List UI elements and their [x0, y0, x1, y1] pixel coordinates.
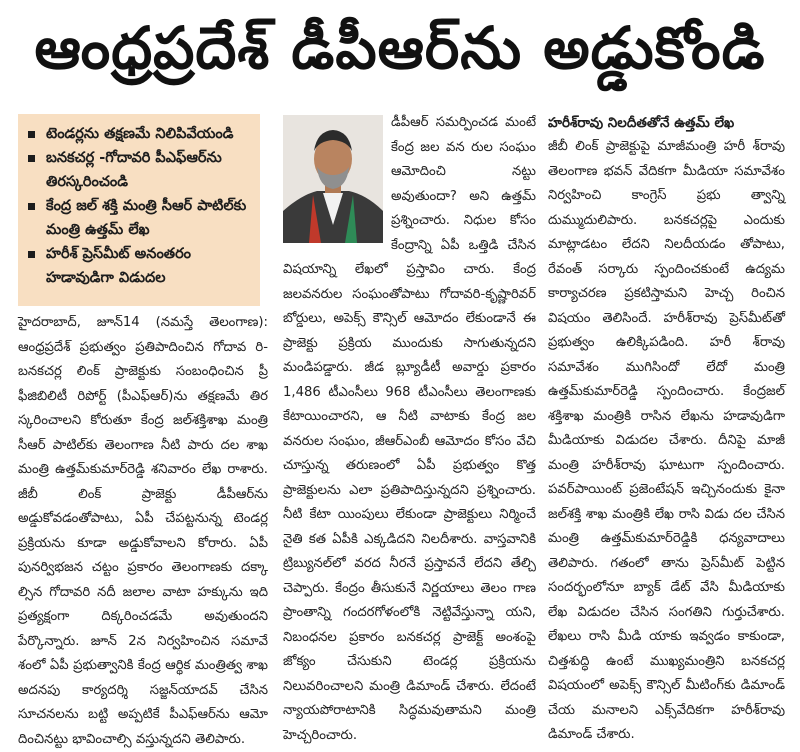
article-column-2 [283, 111, 536, 743]
highlight-text: హరీశ్ ప్రెస్‌మీట్ అనంతరం హడావుడిగా విడుదల [46, 246, 192, 286]
article-paragraph: హైదరాబాద్, జూన్14 (నమస్తే తెలంగాణ): ఆంధ్రప్రదేశ్ ప్రభుత్వం ప్రతిపాదించిన గోదావ రి-బనకచర్ల లింక్ ప్రాజెక్టుకు సంబంధించిన ప్రీ ఫీజిబిలిటీ రిపోర్ట్ (పీఎఫ్ఆర్)ను తక్షణమే తిర స్కరించాలని కోరుతూ కేంద్ర జల్‌శక్తిశాఖ మంత్రి సీఆర్ పాటిల్‌కు తెలంగాణ నీటి పారు దల శాఖ మంత్రి ఉత్తమ్‌కుమార్‌రెడ్డి శనివారం లేఖ రాశారు. జీబీ లింక్ ప్రాజెక్టు డీపీఆర్‌ను అడ్డుకోవడంతోపాటు, ఏపీ చేపట్టనున్న టెండర్ల ప్రక్రియను కూడా అడ్డుకోవాలని కోరారు. ఏపీ పునర్విభజన చట్టం ప్రకారం తెలంగాణకు దక్కా ల్సిన గోదావరి నదీ జలాల వాటా హక్కును ఇది ప్రత్యక్షంగా దిక్కరించడమే అవుతుందని పేర్కొన్నారు. జూన్ 2న నిర్వహించిన సమావే శంలో ఏపీ ప్రభుత్వానికి కేంద్ర ఆర్థిక మంత్రిత్వ శాఖ అదనపు కార్యదర్శి సజ్జన్‌యాదవ్ చేసిన సూచనలను బట్టి అప్పటికే పీఎఫ్ఆర్‌ను ఆమో దించినట్టు భావించాల్సి వస్తున్నదని తెలిపారు. [18, 315, 268, 747]
headline: ఆంధ్రప్రదేశ్ డీపీఆర్‌ను అడ్డుకోండి [34, 14, 766, 82]
bullet-icon [28, 251, 35, 258]
article-column-1 [18, 311, 268, 747]
article-paragraph: జీబీ లింక్ ప్రాజెక్టుపై మాజీమంత్రి హరీ శ్‌రావు తెలంగాణ భవన్ వేదికగా మీడియా సమావేశం నిర్వహించి కాంగ్రెస్ ప్రభు త్వాన్ని దుమ్ముదులిపారు. బనకచర్లపై ఎందుకు మాట్లాడటం లేదని నిలదీయడం తోపాటు, రేవంత్ సర్కారు స్పందించకుంటే ఉద్యమ కార్యాచరణ ప్రకటిస్తామని హెచ్చ రించిన విషయం తెలిసిందే. హరీశ్‌రావు ప్రెస్‌మీట్‌తో ప్రభుత్వం ఉలిక్కిపడింది. హరీ శ్‌రావు సమావేశం ముగిసిందో లేదో మంత్రి ఉత్తమ్‌కుమార్‌రెడ్డి స్పందించారు. కేంద్రజల్ శక్తిశాఖ మంత్రికి రాసిన లేఖను హడావుడిగా మీడియాకు విడుదల చేశారు. దీనిపై మాజీ మంత్రి హరీశ్‌రావు ఘాటుగా స్పందించారు. పవర్‌పాయింట్ ప్రజెంటేషన్ ఇచ్చినందుకు కైనా జల్‌శక్తి శాఖ మంత్రికి లేఖ రాసి విడు దల చేసిన మంత్రి ఉత్తమ్‌కుమార్‌రెడ్డికి ధన్యవాదాలు తెలిపారు. గతంలో తాను ప్రెస్‌మీట్ పెట్టిన సందర్భంలోనూ బ్యాక్ డేట్ వేసి మీడియాకు లేఖ విడుదల చేసిన సంగతిని గుర్తుచేశారు. లేఖలు రాసి మీడి యాకు ఇవ్వడం కాకుండా, చిత్తశుద్ధి ఉంటే ముఖ్యమంత్రిని బనకచర్ల విషయంలో అపెక్స్ కౌన్సిల్ మీటింగ్‌కు డిమాండ్ చేయ మనాలని ఎక్స్‌వేదికగా హరీశ్‌రావు డిమాండ్ చేశారు. [548, 139, 785, 742]
article-column-3 [548, 111, 785, 742]
highlights-box [18, 114, 260, 306]
portrait-photo [283, 115, 383, 243]
highlight-text: టెండర్లను తక్షణమే నిలిపివేయండి [46, 126, 234, 142]
bullet-icon [28, 155, 35, 162]
highlight-text: బనకచర్ల -గోదావరి పీఎఫ్ఆర్‌ను తిరస్కరించండి [46, 150, 222, 190]
highlight-item [28, 242, 252, 290]
highlight-item [28, 122, 252, 146]
article-paragraph: డీపీఆర్ సమర్పించడ మంటే కేంద్ర జల వన రుల సంఘం ఆమోదించి నట్టు అవుతుందా? అని ఉత్తమ్ ప్రశ్నించారు. నిధుల కోసం కేంద్రాన్ని ఏపీ ఒత్తిడి చేసిన విషయాన్ని లేఖలో ప్రస్తావిం చారు. కేంద్ర జలవనరుల సంఘంతోపాటు గోదావరి-కృష్ణారివర్ బోర్డులు, అపెక్స్ కౌన్సిల్ ఆమోదం లేకుండానే ఈ ప్రాజెక్టు ప్రక్రియ ముందుకు సాగుతున్నదని మండిపడ్డారు. జీడ బ్ల్యూడీటీ అవార్డు ప్రకారం 1,486 టీఎంసీలు 968 టీఎంసీలు తెలంగాణకు కేటాయించారని, ఆ నీటి వాటాకు కేంద్ర జల వనరుల సంఘం, జీఆర్ఎంబీ ఆమోదం కోసం వేచి చూస్తున్న తరుణంలో ఏపీ ప్రభుత్వం కొత్త ప్రాజెక్టులను ఎలా ప్రతిపాదిస్తున్నదని ప్రశ్నించారు. నీటి కేటా యింపులు లేకుండా ప్రాజెక్టులు నిర్మించే నైతి కత ఏపీకి ఎక్కడిదని నిలదీశారు. వాస్తవానికి ట్రిబ్యునల్‌లో వరద నీరనే ప్రస్తావనే లేదని తేల్చి చెప్పారు. కేంద్రం తీసుకునే నిర్ణయాలు తెలం గాణ ప్రాంతాన్ని గందరగోళంలోకి నెట్టివేస్తున్నా యని, నిబంధనల ప్రకారం బనకచర్ల ప్రాజెక్ట్ అంశంపై జోక్యం చేసుకుని టెండర్ల ప్రక్రియను నిలువరించాలని మంత్రి డిమాండ్ చేశారు. లేదంటే న్యాయపోరాటానికి సిద్ధమవుతామని మంత్రి హెచ్చరించారు. [283, 115, 536, 743]
highlight-item [28, 194, 252, 242]
bullet-icon [28, 131, 35, 138]
bullet-icon [28, 203, 35, 210]
section-heading: హరీశ్‌రావు నిలదీతతోనే ఉత్తమ్ లేఖ [548, 115, 735, 131]
highlight-text: కేంద్ర జల్ శక్తి మంత్రి సీఆర్ పాటిల్‌కు మంత్రి ఉత్తమ్ లేఖ [46, 198, 247, 238]
highlight-item [28, 146, 252, 194]
